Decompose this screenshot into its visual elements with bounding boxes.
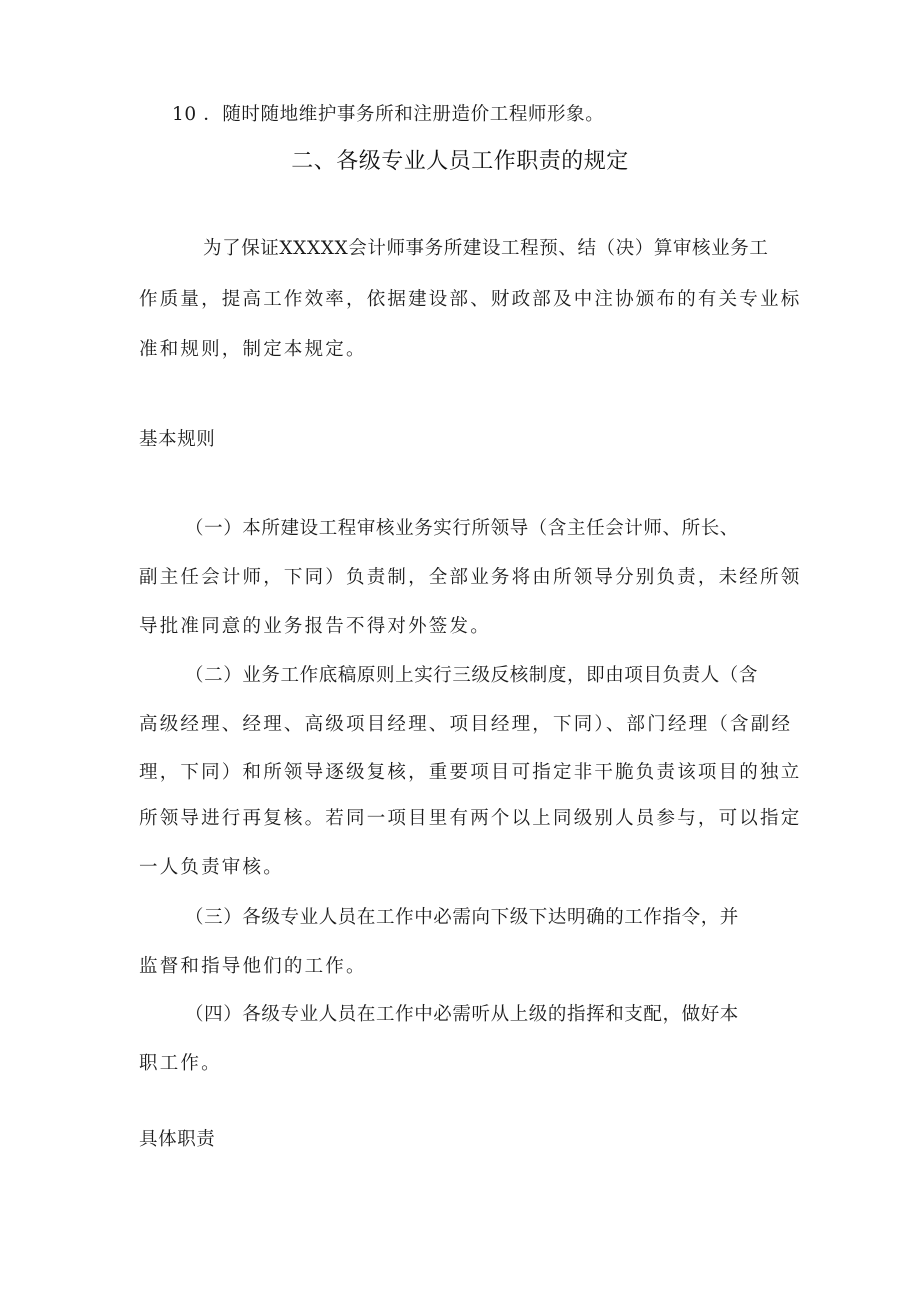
intro-line: 作质量，提高工作效率，依据建设部、财政部及中注协颁布的有关专业标 bbox=[139, 289, 802, 310]
rule-2-line: （二）业务工作底稿原则上实行三级反核制度，即由项目负责人（含 bbox=[185, 665, 759, 686]
rule-2-line: 一人负责审核。 bbox=[139, 857, 284, 878]
intro-line: 准和规则，制定本规定。 bbox=[139, 339, 367, 360]
rule-3-line: （三）各级专业人员在工作中必需向下级下达明确的工作指令，并 bbox=[185, 907, 739, 928]
rule-2-line: 高级经理、经理、高级项目经理、项目经理，下同）、部门经理（含副经 bbox=[139, 714, 793, 735]
rule-1-line: 副主任会计师，下同）负责制，全部业务将由所领导分别负责，未经所领 bbox=[139, 567, 802, 588]
rule-1-line: 导批准同意的业务报告不得对外签发。 bbox=[139, 616, 491, 637]
intro-line: 为了保证XXXXX会计师事务所建设工程预、结（决）算审核业务工 bbox=[203, 238, 769, 259]
heading-basic-rules: 基本规则 bbox=[139, 429, 216, 450]
list-item-10: 10 ．随时随地维护事务所和注册造价工程师形象。 bbox=[172, 104, 605, 125]
rule-3-line: 监督和指导他们的工作。 bbox=[139, 956, 367, 977]
rule-4-line: （四）各级专业人员在工作中必需听从上级的指挥和支配，做好本 bbox=[185, 1004, 739, 1025]
rule-2-line: 理，下同）和所领导逐级复核，重要项目可指定非干脆负责该项目的独立 bbox=[139, 762, 802, 783]
heading-specific-duties: 具体职责 bbox=[139, 1129, 216, 1150]
rule-1-line: （一）本所建设工程审核业务实行所领导（含主任会计师、所长、 bbox=[185, 518, 739, 539]
rule-2-line: 所领导进行再复核。若同一项目里有两个以上同级别人员参与，可以指定 bbox=[139, 808, 802, 829]
rule-4-line: 职工作。 bbox=[139, 1053, 222, 1074]
section-title: 二、各级专业人员工作职责的规定 bbox=[291, 149, 629, 174]
